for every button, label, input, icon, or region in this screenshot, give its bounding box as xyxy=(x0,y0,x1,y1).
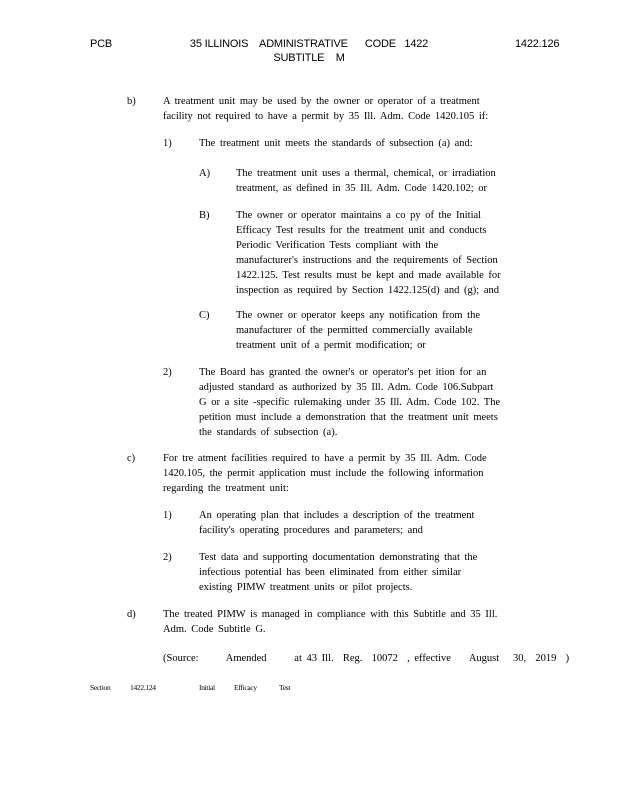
text-line: treatment unit of a permit modification; or xyxy=(236,340,426,351)
section-b1a-text xyxy=(236,166,496,196)
header-left: PCB xyxy=(90,38,113,50)
section-b1b-text xyxy=(236,208,501,298)
footer-title-word-2: Efficacy xyxy=(234,683,257,692)
text-line: A treatment unit may be used by the owner or operator of a treatment xyxy=(163,96,480,107)
text-line: The Board has granted the owner's or operator's pet ition for an xyxy=(199,367,487,378)
text-line: The owner or operator maintains a co py of the Initial xyxy=(236,210,482,221)
text-line: manufacturer of the permitted commercially available xyxy=(236,325,473,336)
text-line: facility not required to have a permit by 35 Ill. Adm. Code 1420.105 if: xyxy=(163,111,489,122)
section-b1-text: The treatment unit meets the standards of subsection (a) and: xyxy=(199,138,473,149)
section-c-text xyxy=(163,451,487,496)
text-line: petition must include a demonstration that the treatment unit meets xyxy=(199,412,498,423)
text-line: The treatment unit uses a thermal, chemical, or irradiation xyxy=(236,168,496,179)
section-b-text xyxy=(163,94,488,124)
section-d-label: d) xyxy=(127,609,136,620)
section-b2-text xyxy=(199,365,500,440)
section-c2-text xyxy=(199,550,477,595)
text-line: G or a site -specific rulemaking under 35 Ill. Adm. Code 102. The xyxy=(199,397,501,408)
text-line: 1422.125. Test results must be kept and made available for xyxy=(236,270,501,281)
footer-title-word-3: Test xyxy=(279,683,291,692)
header-title: 35 ILLINOIS ADMINISTRATIVE CODE 1422 xyxy=(189,38,429,50)
section-b-label: b) xyxy=(127,96,136,107)
section-d-text xyxy=(163,607,497,637)
text-line: treatment, as defined in 35 Ill. Adm. Code 1420.102; or xyxy=(236,183,487,194)
text-line: manufacturer's instructions and the requirements of Section xyxy=(236,255,498,266)
text-line: the standards of subsection (a). xyxy=(199,427,338,438)
text-line: regarding the treatment unit: xyxy=(163,483,289,494)
section-c-label: c) xyxy=(127,453,136,464)
text-line: Efficacy Test results for the treatment unit and conducts xyxy=(236,225,487,236)
text-line: inspection as required by Section 1422.125(d) and (g); and xyxy=(236,285,499,296)
section-c1-label: 1) xyxy=(163,510,172,521)
section-b1b-label: B) xyxy=(199,210,210,221)
text-line: The treated PIMW is managed in compliance with this Subtitle and 35 Ill. xyxy=(163,609,498,620)
footer-section-word: Section xyxy=(90,683,111,692)
header-page-number: 1422.126 xyxy=(515,38,560,50)
section-c2-label: 2) xyxy=(163,552,172,563)
section-b1-label: 1) xyxy=(163,138,172,149)
text-line: For tre atment facilities required to have a permit by 35 Ill. Adm. Code xyxy=(163,453,487,464)
footer-section-number: 1422.124 xyxy=(130,683,156,692)
section-b2-label: 2) xyxy=(163,367,172,378)
header-subtitle: SUBTITLE M xyxy=(273,52,345,64)
text-line: An operating plan that includes a description of the treatment xyxy=(199,510,475,521)
text-line: 1420.105, the permit application must include the following information xyxy=(163,468,484,479)
text-line: adjusted standard as authorized by 35 Ill. Adm. Code 106.Subpart xyxy=(199,382,494,393)
text-line: facility's operating procedures and parameters; and xyxy=(199,525,423,536)
section-c1-text xyxy=(199,508,474,538)
text-line: existing PIMW treatment units or pilot projects. xyxy=(199,582,413,593)
footer-title-word-1: Initial xyxy=(199,683,215,692)
text-line: infectious potential has been eliminated from either similar xyxy=(199,567,462,578)
text-line: Periodic Verification Tests compliant with the xyxy=(236,240,439,251)
text-line: The owner or operator keeps any notification from the xyxy=(236,310,481,321)
text-line: Test data and supporting documentation demonstrating that the xyxy=(199,552,478,563)
section-b1c-text xyxy=(236,308,480,353)
text-line: Adm. Code Subtitle G. xyxy=(163,624,266,635)
section-b1c-label: C) xyxy=(199,310,210,321)
source-note: (Source: Amended at 43 Ill. Reg. 10072 , effective August 30, 2019 ) xyxy=(163,653,570,664)
section-b1a-label: A) xyxy=(199,168,211,179)
